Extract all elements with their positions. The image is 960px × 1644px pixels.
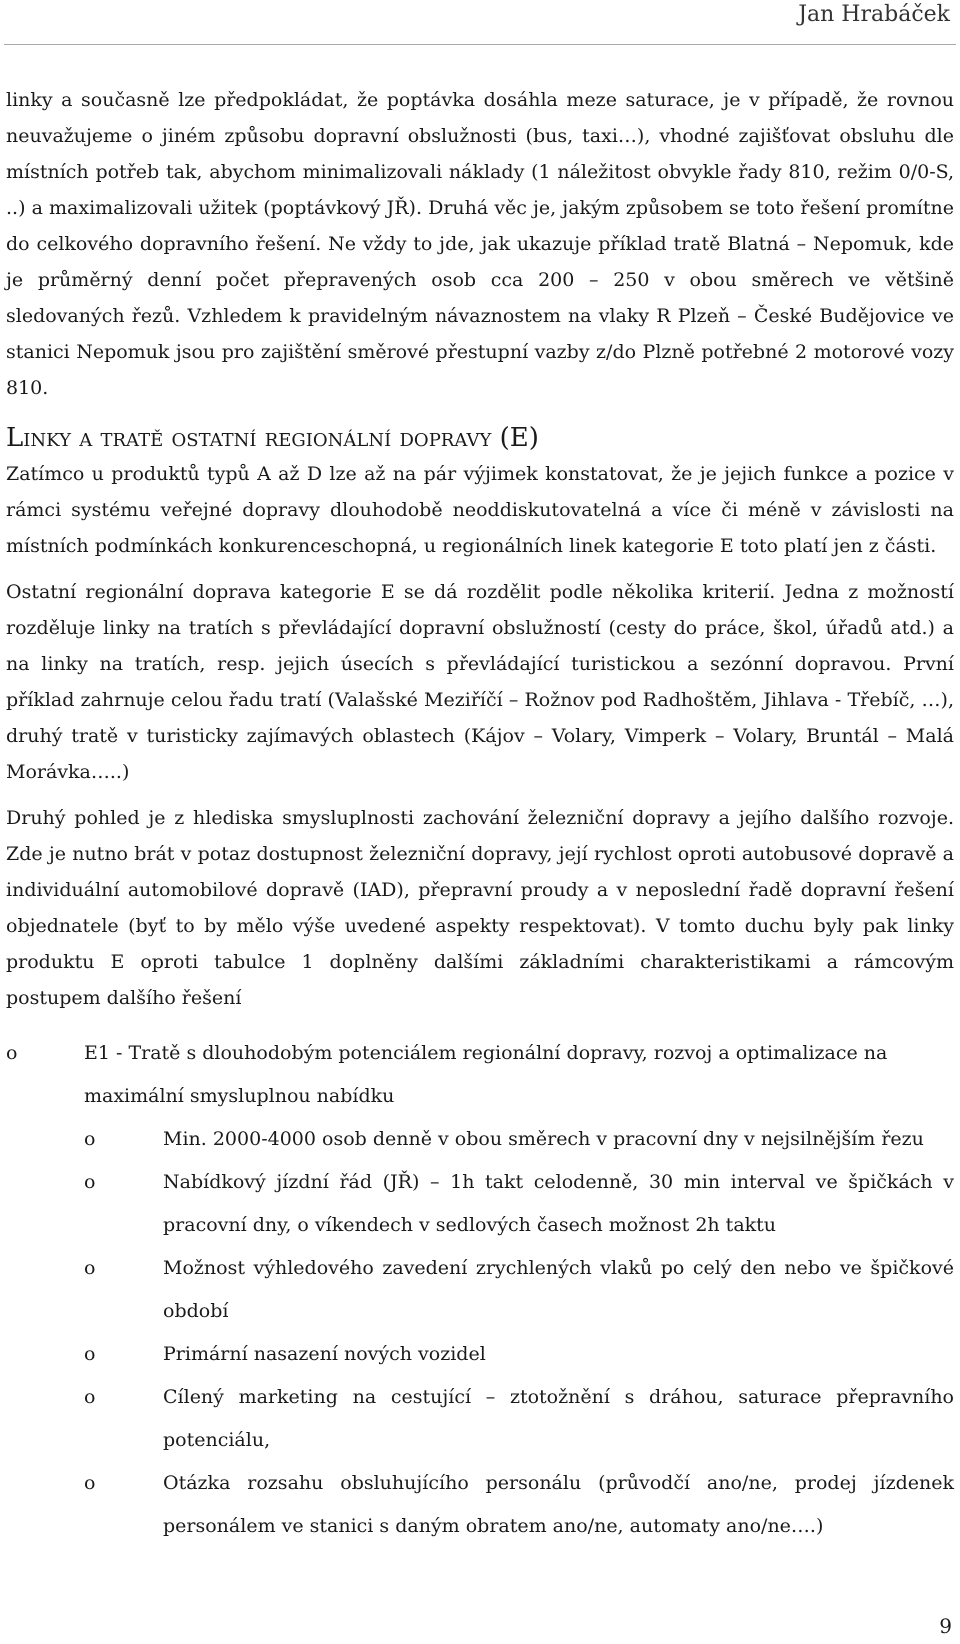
list-item [6, 1032, 954, 1548]
bullet-icon: o [84, 1386, 96, 1408]
sub-list-item [6, 1462, 954, 1548]
sub-list-item-text: Nabídkový jízdní řád (JŘ) – 1h takt celodenně, 30 min interval ve špičkách v pracovní dny, o víkendech v sedlových časech možnost 2h taktu [163, 1171, 954, 1236]
section-heading [6, 420, 954, 456]
sub-list-item [6, 1333, 954, 1376]
paragraph: Ostatní regionální doprava kategorie E se dá rozdělit podle několika kriterií. Jedna z možností rozděluje linky na tratích s převládající dopravní obslužností (cesty do práce, škol, úřadů atd.) a na linky na tratích, resp. jejich úsecích s převládající turistickou a sezónní dopravou. První příklad zahrnuje celou řadu tratí (Valašské Meziříčí – Rožnov pod Radhoštěm, Jihlava - Třebíč, …), druhý tratě v turisticky zajímavých oblastech (Kájov – Volary, Vimperk – Volary, Bruntál – Malá Morávka…..) [6, 581, 954, 783]
bullet-icon: o [84, 1472, 96, 1494]
bullet-icon: o [84, 1128, 96, 1150]
sub-list-item-text: Cílený marketing na cestující – ztotožnění s dráhou, saturace přepravního potenciálu, [163, 1386, 954, 1451]
bullet-icon: o [6, 1042, 18, 1064]
list-item-text: E1 - Tratě s dlouhodobým potenciálem regionální dopravy, rozvoj a optimalizace na maximální smysluplnou nabídku [84, 1042, 888, 1107]
page-content [6, 82, 954, 1548]
sub-list-item-text: Primární nasazení nových vozidel [163, 1343, 486, 1365]
section-heading-text: Linky a tratě ostatní regionální dopravy (E) [6, 423, 539, 453]
sub-list [6, 1118, 954, 1548]
bullet-list [6, 1032, 954, 1548]
sub-list-item-text: Min. 2000-4000 osob denně v obou směrech v pracovní dny v nejsilnějším řezu [163, 1128, 924, 1150]
page-number: 9 [939, 1614, 952, 1638]
sub-list-item-text: Možnost výhledového zavedení zrychlených vlaků po celý den nebo ve špičkové období [163, 1257, 954, 1322]
sub-list-item-text: Otázka rozsahu obsluhujícího personálu (průvodčí ano/ne, prodej jízdenek personálem ve stanici s daným obratem ano/ne, automaty ano/ne….) [163, 1472, 954, 1537]
header-author: Jan Hrabáček [798, 2, 950, 27]
bullet-icon: o [84, 1257, 96, 1279]
sub-list-item [6, 1376, 954, 1462]
sub-list-item [6, 1161, 954, 1247]
paragraph: linky a současně lze předpokládat, že poptávka dosáhla meze saturace, je v případě, že rovnou neuvažujeme o jiném způsobu dopravní obslužnosti (bus, taxi…), vhodné zajišťovat obsluhu dle místních potřeb tak, abychom minimalizovali náklady (1 náležitost obvykle řady 810, režim 0/0-S, ..) a maximalizovali užitek (poptávkový JŘ). Druhá věc je, jakým způsobem se toto řešení promítne do celkového dopravního řešení. Ne vždy to jde, jak ukazuje příklad tratě Blatná – Nepomuk, kde je průměrný denní počet přepravených osob cca 200 – 250 v obou směrech ve většině sledovaných řezů. Vzhledem k pravidelným návaznostem na vlaky R Plzeň – České Budějovice ve stanici Nepomuk jsou pro zajištění směrové přestupní vazby z/do Plzně potřebné 2 motorové vozy 810. [6, 89, 954, 399]
sub-list-item [6, 1247, 954, 1333]
bullet-icon: o [84, 1343, 96, 1365]
header-divider [4, 44, 956, 45]
bullet-icon: o [84, 1171, 96, 1193]
paragraph: Zatímco u produktů typů A až D lze až na pár výjimek konstatovat, že je jejich funkce a pozice v rámci systému veřejné dopravy dlouhodobě neoddiskutovatelná a více či méně v závislosti na místních podmínkách konkurenceschopná, u regionálních linek kategorie E toto platí jen z části. [6, 463, 954, 557]
paragraph: Druhý pohled je z hlediska smysluplnosti zachování železniční dopravy a jejího dalšího rozvoje. Zde je nutno brát v potaz dostupnost železniční dopravy, její rychlost oproti autobusové dopravě a individuální automobilové dopravě (IAD), přepravní proudy a v neposlední řadě dopravní řešení objednatele (byť to by mělo výše uvedené aspekty respektovat). V tomto duchu byly pak linky produktu E oproti tabulce 1 doplněny dalšími základními charakteristikami a rámcovým postupem dalšího řešení [6, 807, 954, 1009]
sub-list-item [6, 1118, 954, 1161]
